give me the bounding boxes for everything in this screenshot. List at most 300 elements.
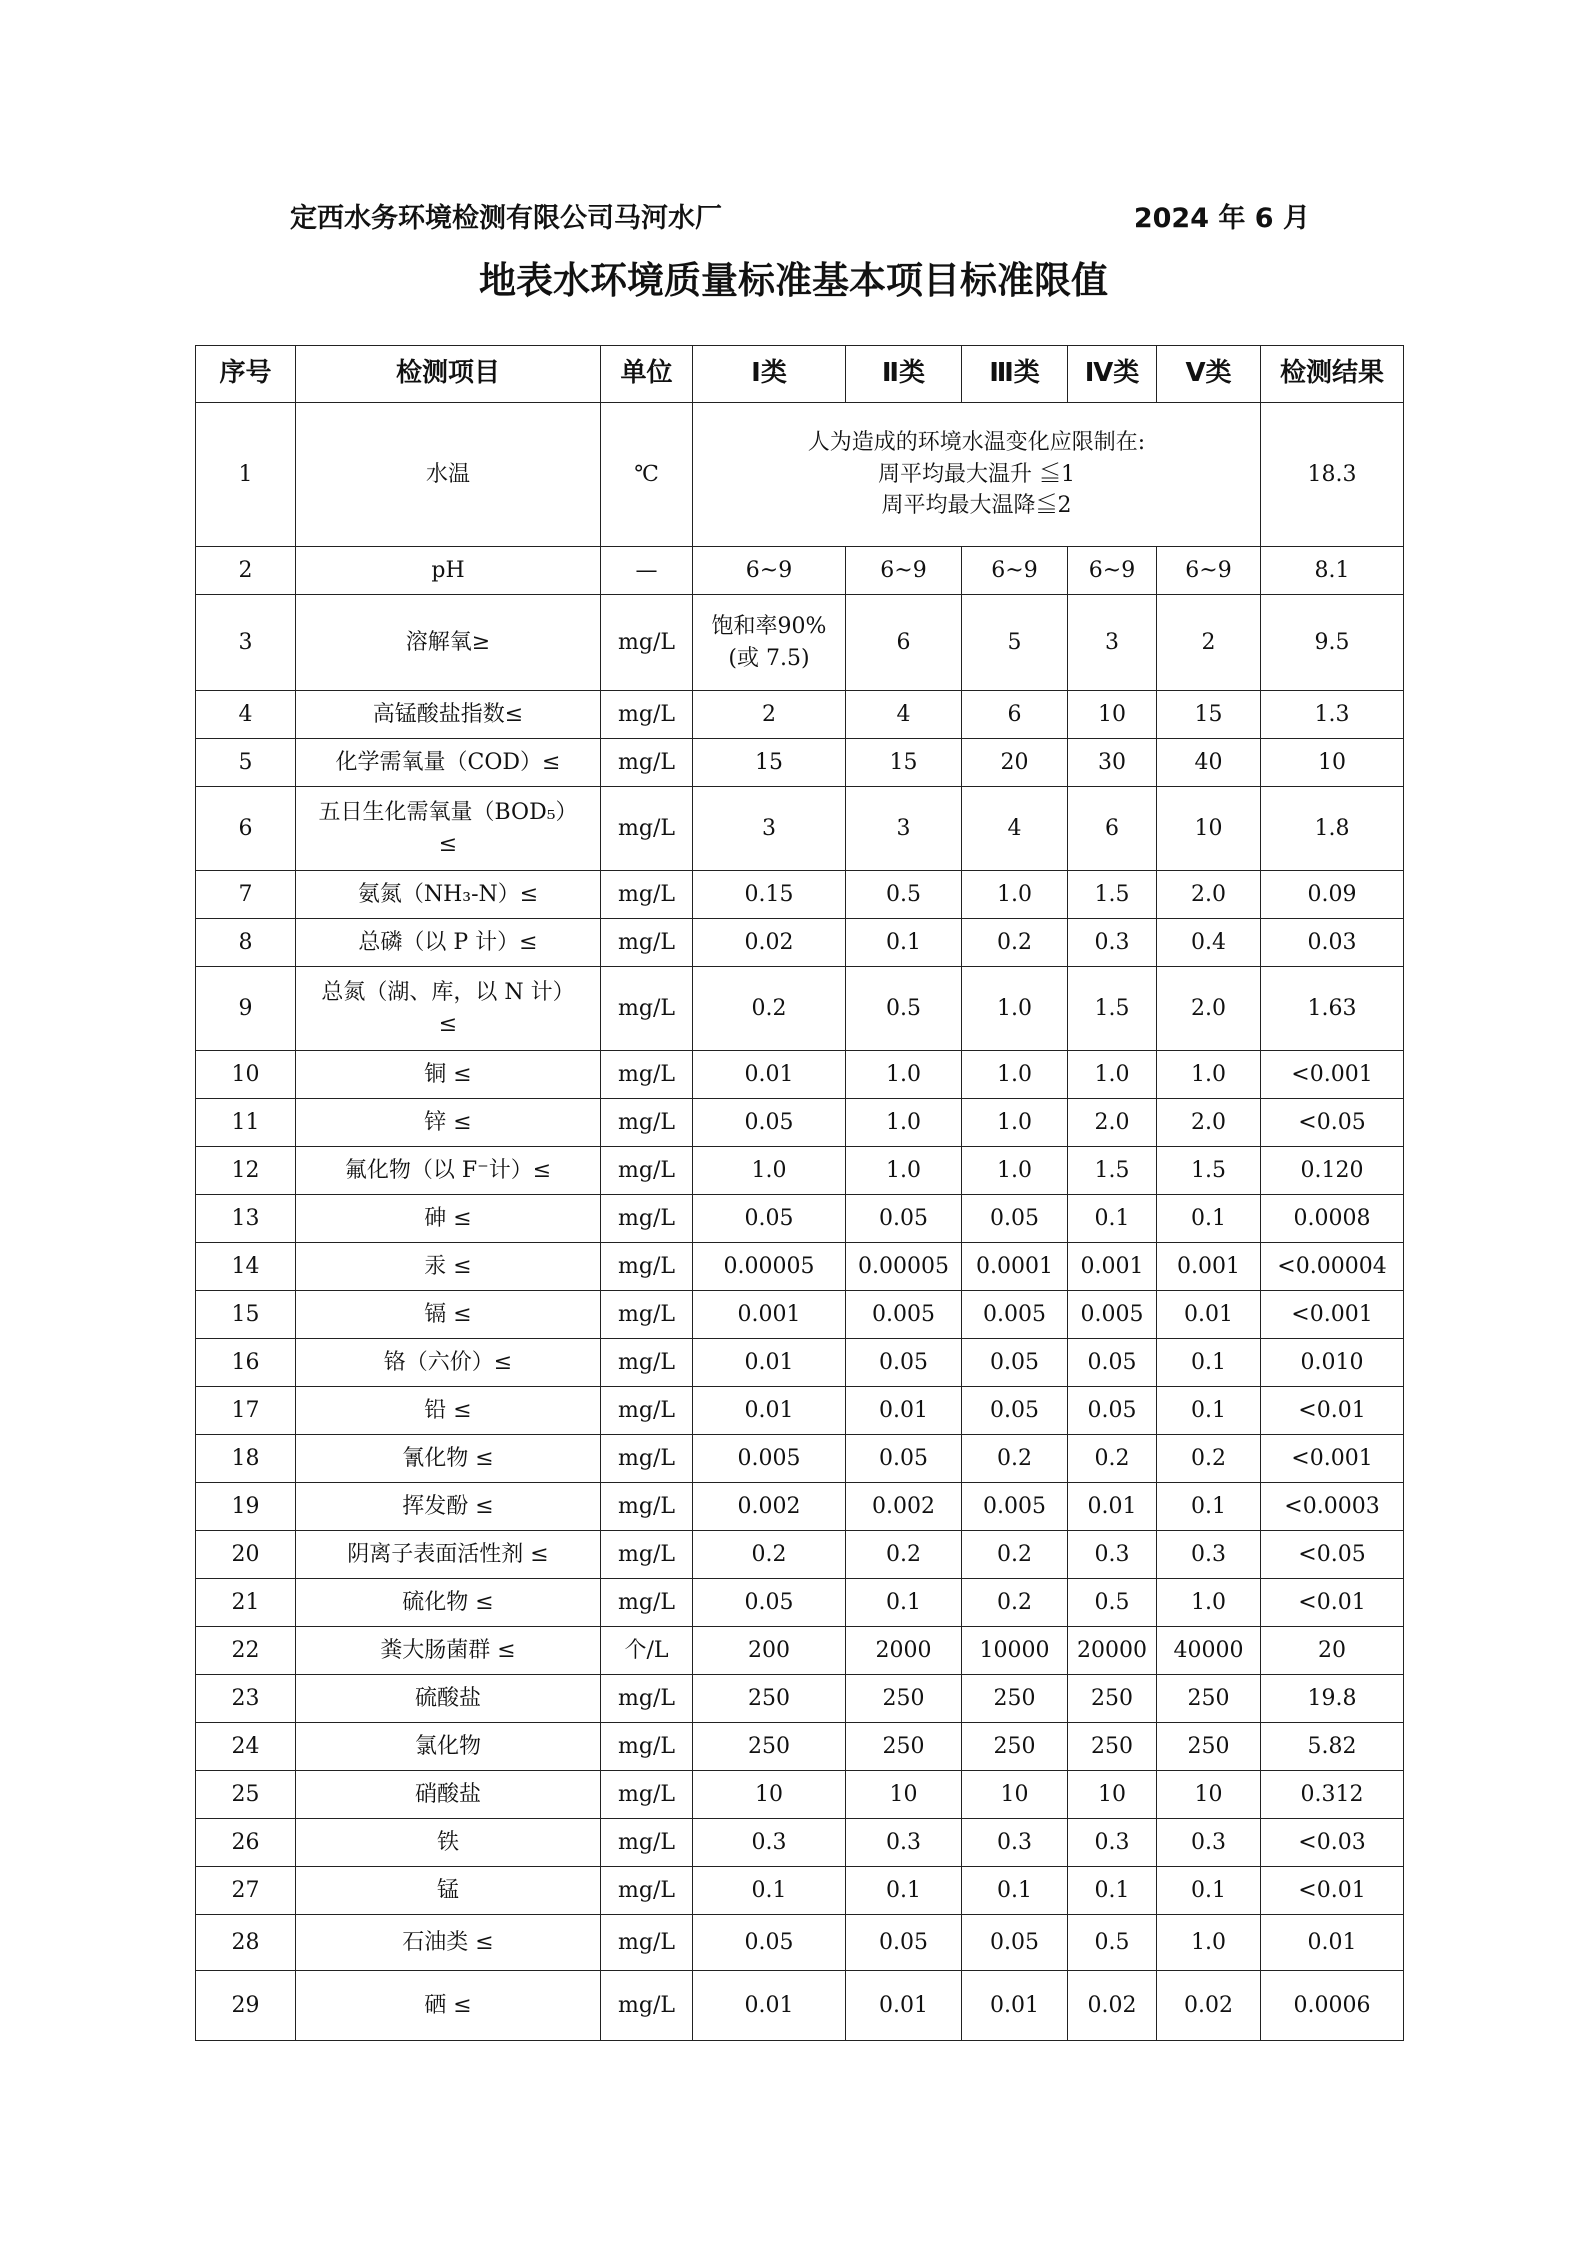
cell-class-1: 2 xyxy=(693,691,846,739)
cell-class-4: 30 xyxy=(1068,739,1157,787)
cell-unit: ℃ xyxy=(601,403,693,547)
cell-no: 22 xyxy=(196,1627,296,1675)
cell-class-5: 10 xyxy=(1157,1771,1261,1819)
cell-no: 19 xyxy=(196,1483,296,1531)
cell-item: 汞 ≤ xyxy=(296,1243,601,1291)
standards-table xyxy=(195,345,1404,2041)
cell-class-3: 20 xyxy=(962,739,1068,787)
cell-item: 挥发酚 ≤ xyxy=(296,1483,601,1531)
cell-class-3: 10 xyxy=(962,1771,1068,1819)
cell-no: 10 xyxy=(196,1051,296,1099)
cell-result: 8.1 xyxy=(1261,547,1404,595)
cell-unit: mg/L xyxy=(601,1387,693,1435)
cell-class-4: 20000 xyxy=(1068,1627,1157,1675)
cell-class-1: 0.01 xyxy=(693,1387,846,1435)
cell-unit: mg/L xyxy=(601,1867,693,1915)
cell-item: 硒 ≤ xyxy=(296,1971,601,2041)
cell-class-3: 0.05 xyxy=(962,1387,1068,1435)
cell-item: 高锰酸盐指数≤ xyxy=(296,691,601,739)
cell-class-5: 0.1 xyxy=(1157,1339,1261,1387)
cell-class-1: 0.05 xyxy=(693,1099,846,1147)
cell-class-1: 0.2 xyxy=(693,967,846,1051)
cell-class-3: 6 xyxy=(962,691,1068,739)
cell-unit: mg/L xyxy=(601,1051,693,1099)
cell-result: 0.0008 xyxy=(1261,1195,1404,1243)
cell-no: 23 xyxy=(196,1675,296,1723)
cell-result: 1.63 xyxy=(1261,967,1404,1051)
cell-unit: mg/L xyxy=(601,1243,693,1291)
cell-result: 0.0006 xyxy=(1261,1971,1404,2041)
table-row xyxy=(196,1531,1404,1579)
cell-class-5: 40 xyxy=(1157,739,1261,787)
cell-unit: mg/L xyxy=(601,1291,693,1339)
cell-class-4: 6 xyxy=(1068,787,1157,871)
cell-item: 氨氮（NH₃-N）≤ xyxy=(296,871,601,919)
table-row xyxy=(196,1147,1404,1195)
cell-class-2: 250 xyxy=(846,1723,962,1771)
col-header-result: 检测结果 xyxy=(1261,346,1404,403)
cell-class-5: 0.001 xyxy=(1157,1243,1261,1291)
cell-class-4: 10 xyxy=(1068,691,1157,739)
col-header-class-5: Ⅴ类 xyxy=(1157,346,1261,403)
col-header-item: 检测项目 xyxy=(296,346,601,403)
document-title: 地表水环境质量标准基本项目标准限值 xyxy=(479,259,1108,302)
cell-unit: mg/L xyxy=(601,1819,693,1867)
cell-class-2: 10 xyxy=(846,1771,962,1819)
cell-class-1: 3 xyxy=(693,787,846,871)
cell-unit: mg/L xyxy=(601,967,693,1051)
cell-item: 氯化物 xyxy=(296,1723,601,1771)
cell-result: 0.03 xyxy=(1261,919,1404,967)
cell-class-2: 0.1 xyxy=(846,1867,962,1915)
cell-item: 铅 ≤ xyxy=(296,1387,601,1435)
table-row xyxy=(196,1627,1404,1675)
cell-class-5: 2.0 xyxy=(1157,1099,1261,1147)
cell-no: 5 xyxy=(196,739,296,787)
cell-unit: — xyxy=(601,547,693,595)
cell-item: 铁 xyxy=(296,1819,601,1867)
cell-class-4: 6~9 xyxy=(1068,547,1157,595)
table-row xyxy=(196,1579,1404,1627)
cell-class-3: 5 xyxy=(962,595,1068,691)
cell-no: 7 xyxy=(196,871,296,919)
cell-class-3: 0.2 xyxy=(962,1531,1068,1579)
table-row xyxy=(196,1195,1404,1243)
cell-class-5: 6~9 xyxy=(1157,547,1261,595)
table-row xyxy=(196,739,1404,787)
cell-unit: mg/L xyxy=(601,919,693,967)
cell-class-1: 0.3 xyxy=(693,1819,846,1867)
cell-no: 8 xyxy=(196,919,296,967)
cell-class-2: 0.05 xyxy=(846,1435,962,1483)
cell-class-3: 250 xyxy=(962,1675,1068,1723)
cell-no: 14 xyxy=(196,1243,296,1291)
cell-class-2: 0.05 xyxy=(846,1915,962,1971)
cell-class-5: 1.5 xyxy=(1157,1147,1261,1195)
cell-item: 砷 ≤ xyxy=(296,1195,601,1243)
cell-class-3: 0.05 xyxy=(962,1339,1068,1387)
table-row xyxy=(196,1339,1404,1387)
cell-class-5: 0.1 xyxy=(1157,1483,1261,1531)
cell-item: 阴离子表面活性剂 ≤ xyxy=(296,1531,601,1579)
cell-class-4: 1.0 xyxy=(1068,1051,1157,1099)
cell-class-3: 10000 xyxy=(962,1627,1068,1675)
cell-class-3: 4 xyxy=(962,787,1068,871)
cell-item: 硫酸盐 xyxy=(296,1675,601,1723)
table-row xyxy=(196,1243,1404,1291)
cell-class-5: 40000 xyxy=(1157,1627,1261,1675)
cell-class-4: 0.05 xyxy=(1068,1339,1157,1387)
table-row xyxy=(196,1819,1404,1867)
report-date: 2024 年 6 月 xyxy=(1133,203,1310,234)
cell-no: 24 xyxy=(196,1723,296,1771)
cell-class-4: 0.01 xyxy=(1068,1483,1157,1531)
cell-class-2: 0.3 xyxy=(846,1819,962,1867)
cell-unit: mg/L xyxy=(601,1339,693,1387)
cell-no: 20 xyxy=(196,1531,296,1579)
cell-no: 12 xyxy=(196,1147,296,1195)
cell-class-2: 0.05 xyxy=(846,1339,962,1387)
cell-class-1: 250 xyxy=(693,1675,846,1723)
cell-class-3: 0.05 xyxy=(962,1195,1068,1243)
cell-class-1: 10 xyxy=(693,1771,846,1819)
cell-class-3: 0.3 xyxy=(962,1819,1068,1867)
cell-unit: mg/L xyxy=(601,1675,693,1723)
table-row xyxy=(196,1387,1404,1435)
cell-unit: mg/L xyxy=(601,1147,693,1195)
table-row xyxy=(196,919,1404,967)
cell-class-1: 200 xyxy=(693,1627,846,1675)
cell-no: 21 xyxy=(196,1579,296,1627)
cell-class-5: 1.0 xyxy=(1157,1915,1261,1971)
cell-class-1: 6~9 xyxy=(693,547,846,595)
cell-no: 28 xyxy=(196,1915,296,1971)
cell-result: 0.09 xyxy=(1261,871,1404,919)
cell-class-5: 2.0 xyxy=(1157,967,1261,1051)
cell-result: 20 xyxy=(1261,1627,1404,1675)
cell-no: 1 xyxy=(196,403,296,547)
cell-result: <0.001 xyxy=(1261,1435,1404,1483)
table-row xyxy=(196,1723,1404,1771)
cell-class-3: 0.2 xyxy=(962,919,1068,967)
col-header-class-4: Ⅳ类 xyxy=(1068,346,1157,403)
cell-no: 9 xyxy=(196,967,296,1051)
col-header-no: 序号 xyxy=(196,346,296,403)
cell-unit: mg/L xyxy=(601,595,693,691)
cell-unit: mg/L xyxy=(601,691,693,739)
col-header-class-1: Ⅰ类 xyxy=(693,346,846,403)
cell-result: <0.001 xyxy=(1261,1291,1404,1339)
cell-item: 铜 ≤ xyxy=(296,1051,601,1099)
cell-unit: mg/L xyxy=(601,1971,693,2041)
cell-class-4: 0.5 xyxy=(1068,1579,1157,1627)
cell-class-2: 3 xyxy=(846,787,962,871)
cell-unit: mg/L xyxy=(601,871,693,919)
cell-class-4: 0.02 xyxy=(1068,1971,1157,2041)
table-header-row xyxy=(196,346,1404,403)
cell-result: 1.3 xyxy=(1261,691,1404,739)
cell-class-2: 6 xyxy=(846,595,962,691)
cell-result: <0.05 xyxy=(1261,1099,1404,1147)
cell-no: 29 xyxy=(196,1971,296,2041)
cell-item: 总氮（湖、库，以 N 计） ≤ xyxy=(296,967,601,1051)
col-header-unit: 单位 xyxy=(601,346,693,403)
cell-class-4: 0.3 xyxy=(1068,919,1157,967)
cell-class-1: 0.05 xyxy=(693,1579,846,1627)
cell-result: <0.001 xyxy=(1261,1051,1404,1099)
cell-class-5: 0.3 xyxy=(1157,1531,1261,1579)
cell-class-1: 1.0 xyxy=(693,1147,846,1195)
cell-class-2: 0.1 xyxy=(846,1579,962,1627)
cell-no: 4 xyxy=(196,691,296,739)
cell-class-2: 0.002 xyxy=(846,1483,962,1531)
cell-item: 溶解氧≥ xyxy=(296,595,601,691)
cell-class-4: 0.001 xyxy=(1068,1243,1157,1291)
cell-item: 硝酸盐 xyxy=(296,1771,601,1819)
cell-item: 总磷（以 P 计）≤ xyxy=(296,919,601,967)
cell-result: 10 xyxy=(1261,739,1404,787)
cell-class-3: 0.05 xyxy=(962,1915,1068,1971)
cell-class-5: 0.2 xyxy=(1157,1435,1261,1483)
cell-temp-note: 人为造成的环境水温变化应限制在: 周平均最大温升 ≦1 周平均最大温降≦2 xyxy=(693,403,1261,547)
cell-class-5: 250 xyxy=(1157,1675,1261,1723)
cell-class-5: 10 xyxy=(1157,787,1261,871)
cell-no: 25 xyxy=(196,1771,296,1819)
cell-class-1: 0.01 xyxy=(693,1051,846,1099)
table-row xyxy=(196,1483,1404,1531)
col-header-class-2: Ⅱ类 xyxy=(846,346,962,403)
cell-item: 硫化物 ≤ xyxy=(296,1579,601,1627)
cell-class-4: 1.5 xyxy=(1068,967,1157,1051)
cell-no: 18 xyxy=(196,1435,296,1483)
table-row xyxy=(196,1099,1404,1147)
cell-class-5: 1.0 xyxy=(1157,1579,1261,1627)
cell-item: 氰化物 ≤ xyxy=(296,1435,601,1483)
cell-result: 0.010 xyxy=(1261,1339,1404,1387)
cell-class-2: 0.005 xyxy=(846,1291,962,1339)
cell-class-2: 15 xyxy=(846,739,962,787)
cell-no: 17 xyxy=(196,1387,296,1435)
cell-no: 6 xyxy=(196,787,296,871)
cell-result: <0.01 xyxy=(1261,1579,1404,1627)
col-header-class-3: Ⅲ类 xyxy=(962,346,1068,403)
cell-unit: mg/L xyxy=(601,1579,693,1627)
cell-unit: mg/L xyxy=(601,1435,693,1483)
cell-unit: mg/L xyxy=(601,787,693,871)
table-row xyxy=(196,1675,1404,1723)
cell-class-4: 3 xyxy=(1068,595,1157,691)
cell-class-2: 0.5 xyxy=(846,871,962,919)
cell-class-3: 6~9 xyxy=(962,547,1068,595)
cell-class-4: 0.3 xyxy=(1068,1531,1157,1579)
cell-result: 19.8 xyxy=(1261,1675,1404,1723)
cell-item: 五日生化需氧量（BOD₅） ≤ xyxy=(296,787,601,871)
cell-no: 27 xyxy=(196,1867,296,1915)
cell-class-5: 0.4 xyxy=(1157,919,1261,967)
cell-class-1: 0.005 xyxy=(693,1435,846,1483)
table-row xyxy=(196,547,1404,595)
cell-class-4: 0.5 xyxy=(1068,1915,1157,1971)
cell-class-5: 0.3 xyxy=(1157,1819,1261,1867)
cell-class-2: 0.01 xyxy=(846,1387,962,1435)
cell-class-5: 2 xyxy=(1157,595,1261,691)
cell-item: 氟化物（以 F⁻计）≤ xyxy=(296,1147,601,1195)
cell-class-3: 1.0 xyxy=(962,871,1068,919)
cell-class-4: 0.1 xyxy=(1068,1867,1157,1915)
cell-item: 铬（六价）≤ xyxy=(296,1339,601,1387)
cell-class-1: 0.001 xyxy=(693,1291,846,1339)
cell-class-1: 0.1 xyxy=(693,1867,846,1915)
cell-unit: mg/L xyxy=(601,1099,693,1147)
cell-result: 0.01 xyxy=(1261,1915,1404,1971)
organization-name: 定西水务环境检测有限公司马河水厂 xyxy=(290,203,722,234)
table-row xyxy=(196,871,1404,919)
cell-class-1: 15 xyxy=(693,739,846,787)
cell-class-3: 0.01 xyxy=(962,1971,1068,2041)
cell-class-1: 0.15 xyxy=(693,871,846,919)
cell-result: <0.03 xyxy=(1261,1819,1404,1867)
cell-class-5: 15 xyxy=(1157,691,1261,739)
cell-class-3: 0.1 xyxy=(962,1867,1068,1915)
cell-class-1: 0.05 xyxy=(693,1915,846,1971)
cell-no: 3 xyxy=(196,595,296,691)
cell-class-4: 1.5 xyxy=(1068,1147,1157,1195)
cell-class-3: 250 xyxy=(962,1723,1068,1771)
cell-result: 0.120 xyxy=(1261,1147,1404,1195)
cell-class-4: 0.1 xyxy=(1068,1195,1157,1243)
cell-class-3: 1.0 xyxy=(962,967,1068,1051)
cell-class-4: 0.05 xyxy=(1068,1387,1157,1435)
cell-class-2: 1.0 xyxy=(846,1051,962,1099)
cell-class-3: 0.2 xyxy=(962,1435,1068,1483)
cell-class-3: 1.0 xyxy=(962,1099,1068,1147)
cell-class-1: 0.05 xyxy=(693,1195,846,1243)
cell-class-3: 1.0 xyxy=(962,1147,1068,1195)
cell-class-1: 0.01 xyxy=(693,1339,846,1387)
cell-class-5: 0.01 xyxy=(1157,1291,1261,1339)
cell-class-1: 0.01 xyxy=(693,1971,846,2041)
cell-class-2: 1.0 xyxy=(846,1147,962,1195)
cell-class-4: 0.2 xyxy=(1068,1435,1157,1483)
cell-class-1: 0.02 xyxy=(693,919,846,967)
cell-class-2: 0.5 xyxy=(846,967,962,1051)
cell-result: <0.0003 xyxy=(1261,1483,1404,1531)
table-row xyxy=(196,595,1404,691)
cell-class-5: 1.0 xyxy=(1157,1051,1261,1099)
cell-result: <0.00004 xyxy=(1261,1243,1404,1291)
cell-result: <0.01 xyxy=(1261,1387,1404,1435)
cell-class-2: 250 xyxy=(846,1675,962,1723)
cell-class-1: 0.2 xyxy=(693,1531,846,1579)
cell-class-5: 0.1 xyxy=(1157,1195,1261,1243)
cell-class-5: 0.1 xyxy=(1157,1387,1261,1435)
cell-no: 11 xyxy=(196,1099,296,1147)
table-row xyxy=(196,1771,1404,1819)
cell-class-5: 250 xyxy=(1157,1723,1261,1771)
cell-class-5: 0.1 xyxy=(1157,1867,1261,1915)
cell-class-1: 0.002 xyxy=(693,1483,846,1531)
cell-unit: 个/L xyxy=(601,1627,693,1675)
cell-no: 2 xyxy=(196,547,296,595)
cell-no: 26 xyxy=(196,1819,296,1867)
cell-class-2: 4 xyxy=(846,691,962,739)
cell-class-1: 饱和率90% (或 7.5) xyxy=(693,595,846,691)
table-row-water-temp xyxy=(196,403,1404,547)
cell-item: 粪大肠菌群 ≤ xyxy=(296,1627,601,1675)
cell-class-5: 0.02 xyxy=(1157,1971,1261,2041)
cell-item: 石油类 ≤ xyxy=(296,1915,601,1971)
cell-class-3: 1.0 xyxy=(962,1051,1068,1099)
cell-unit: mg/L xyxy=(601,1195,693,1243)
cell-class-2: 0.1 xyxy=(846,919,962,967)
cell-class-4: 0.005 xyxy=(1068,1291,1157,1339)
cell-class-4: 1.5 xyxy=(1068,871,1157,919)
table-row xyxy=(196,1051,1404,1099)
cell-class-2: 0.01 xyxy=(846,1971,962,2041)
cell-unit: mg/L xyxy=(601,1531,693,1579)
table-row xyxy=(196,1435,1404,1483)
table-row xyxy=(196,967,1404,1051)
cell-class-2: 6~9 xyxy=(846,547,962,595)
cell-class-3: 0.0001 xyxy=(962,1243,1068,1291)
cell-class-3: 0.005 xyxy=(962,1483,1068,1531)
cell-result: 9.5 xyxy=(1261,595,1404,691)
document-header xyxy=(290,196,1310,236)
table-row xyxy=(196,691,1404,739)
cell-class-2: 0.00005 xyxy=(846,1243,962,1291)
cell-class-4: 250 xyxy=(1068,1675,1157,1723)
table-row xyxy=(196,1291,1404,1339)
cell-class-3: 0.2 xyxy=(962,1579,1068,1627)
cell-unit: mg/L xyxy=(601,1723,693,1771)
cell-result: <0.05 xyxy=(1261,1531,1404,1579)
table-row xyxy=(196,1915,1404,1971)
cell-result: 1.8 xyxy=(1261,787,1404,871)
cell-unit: mg/L xyxy=(601,1915,693,1971)
cell-class-2: 2000 xyxy=(846,1627,962,1675)
cell-result: <0.01 xyxy=(1261,1867,1404,1915)
cell-class-2: 0.2 xyxy=(846,1531,962,1579)
cell-class-2: 1.0 xyxy=(846,1099,962,1147)
cell-item: 水温 xyxy=(296,403,601,547)
cell-result: 18.3 xyxy=(1261,403,1404,547)
cell-item: 锌 ≤ xyxy=(296,1099,601,1147)
cell-class-1: 250 xyxy=(693,1723,846,1771)
cell-class-4: 0.3 xyxy=(1068,1819,1157,1867)
cell-item: 化学需氧量（COD）≤ xyxy=(296,739,601,787)
cell-no: 16 xyxy=(196,1339,296,1387)
cell-class-4: 2.0 xyxy=(1068,1099,1157,1147)
cell-class-2: 0.05 xyxy=(846,1195,962,1243)
cell-result: 5.82 xyxy=(1261,1723,1404,1771)
cell-unit: mg/L xyxy=(601,739,693,787)
table-row xyxy=(196,1971,1404,2041)
cell-unit: mg/L xyxy=(601,1771,693,1819)
cell-class-1: 0.00005 xyxy=(693,1243,846,1291)
cell-no: 13 xyxy=(196,1195,296,1243)
cell-class-5: 2.0 xyxy=(1157,871,1261,919)
table-row xyxy=(196,1867,1404,1915)
cell-result: 0.312 xyxy=(1261,1771,1404,1819)
cell-item: 镉 ≤ xyxy=(296,1291,601,1339)
table-row xyxy=(196,787,1404,871)
cell-class-4: 250 xyxy=(1068,1723,1157,1771)
cell-no: 15 xyxy=(196,1291,296,1339)
cell-unit: mg/L xyxy=(601,1483,693,1531)
cell-class-3: 0.005 xyxy=(962,1291,1068,1339)
cell-item: pH xyxy=(296,547,601,595)
cell-class-4: 10 xyxy=(1068,1771,1157,1819)
